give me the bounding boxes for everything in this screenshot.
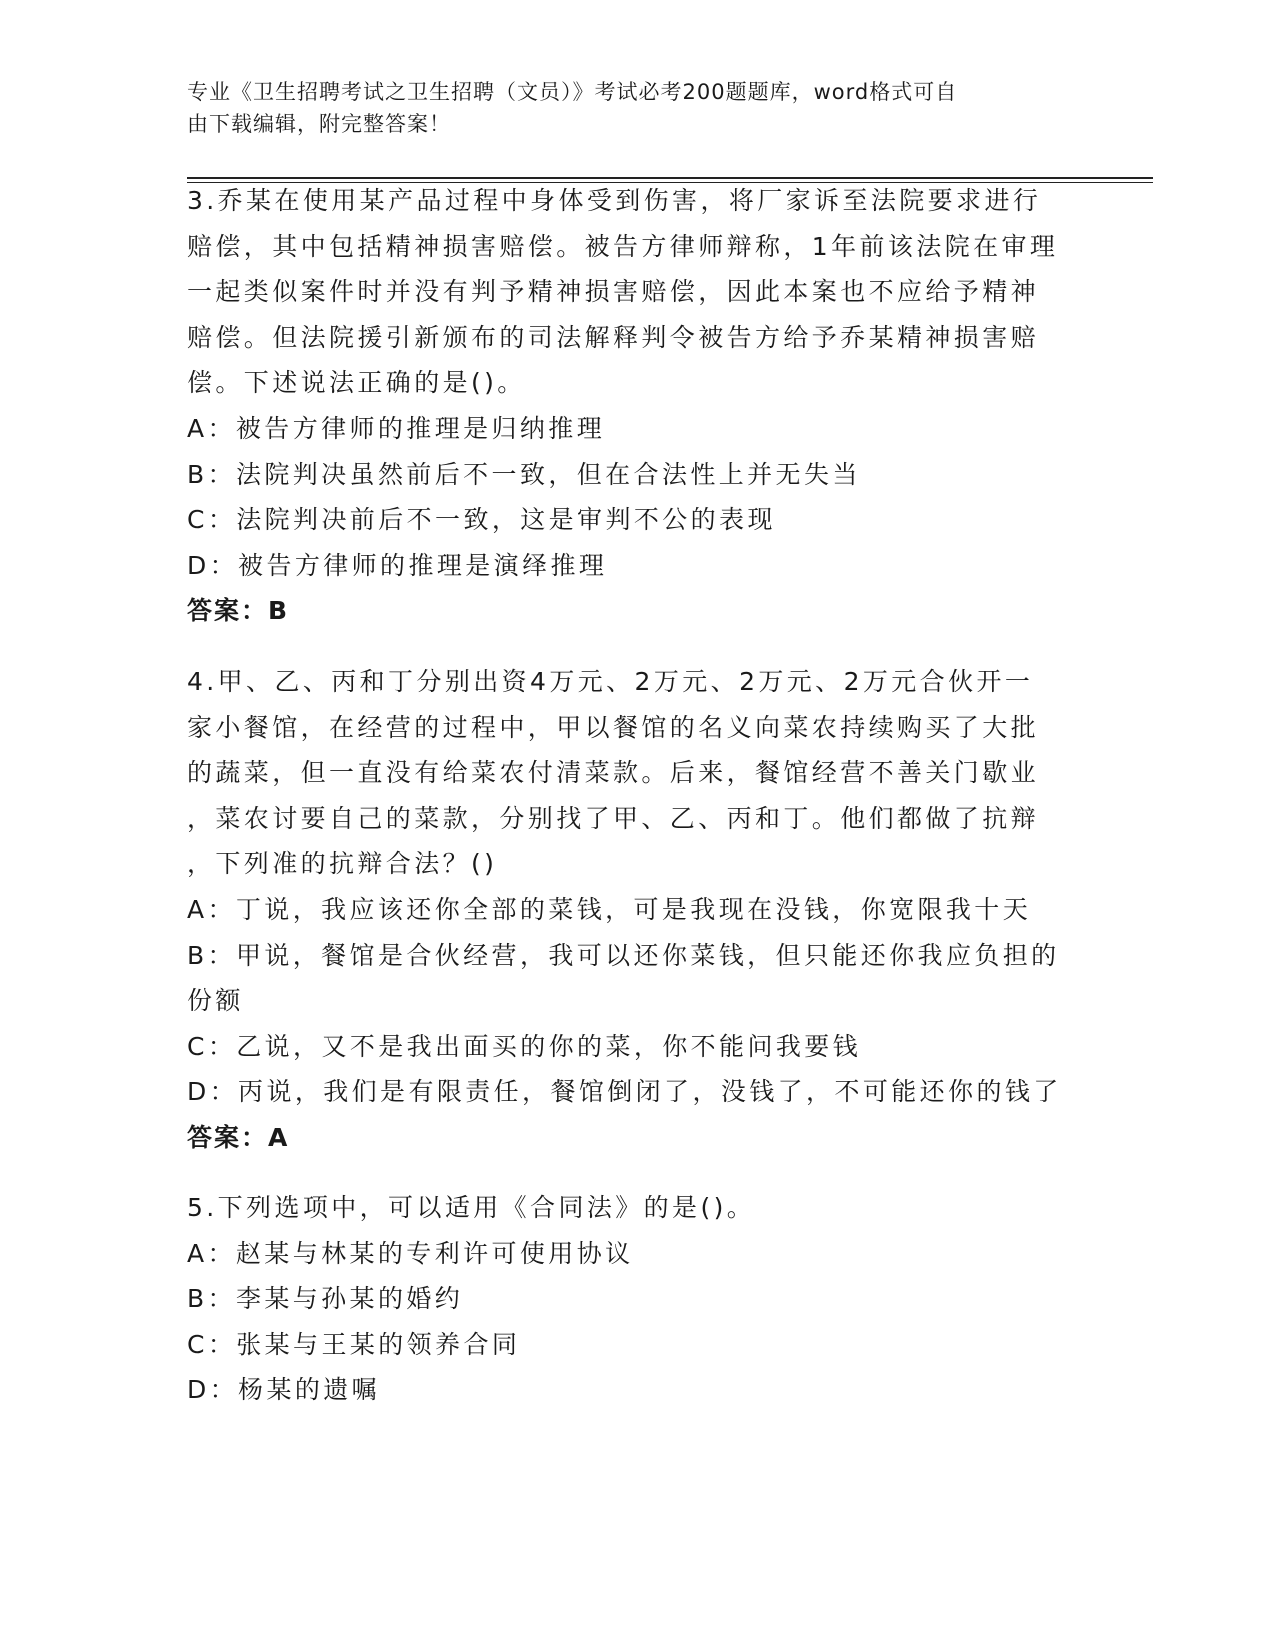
question-text-line: 3.乔某在使用某产品过程中身体受到伤害，将厂家诉至法院要求进行 bbox=[187, 186, 1042, 215]
question-3 bbox=[187, 178, 1087, 634]
answer-label: 答案：A bbox=[187, 1122, 290, 1152]
question-4 bbox=[187, 659, 1087, 1161]
header-title-line-1: 专业《卫生招聘考试之卫生招聘（文员）》考试必考200题题库，word格式可自 bbox=[187, 80, 958, 104]
option-c: C：乙说，又不是我出面买的你的菜，你不能问我要钱 bbox=[187, 1031, 862, 1061]
document-header bbox=[187, 76, 1077, 140]
option-c: C：张某与王某的领养合同 bbox=[187, 1329, 521, 1359]
question-text-line: 赔偿。但法院援引新颁布的司法解释判令被告方给予乔某精神损害赔 bbox=[187, 322, 1040, 352]
question-text-line: 的蔬菜，但一直没有给菜农付清菜款。后来，餐馆经营不善关门歇业 bbox=[187, 758, 1040, 788]
question-text-line: 赔偿，其中包括精神损害赔偿。被告方律师辩称，1年前该法院在审理 bbox=[187, 231, 1059, 261]
option-c: C：法院判决前后不一致，这是审判不公的表现 bbox=[187, 505, 776, 535]
header-title-line-2: 由下载编辑，附完整答案！ bbox=[187, 112, 451, 136]
option-a: A：被告方律师的推理是归纳推理 bbox=[187, 413, 606, 443]
option-b-continued: 份额 bbox=[187, 986, 244, 1016]
question-text-line: 偿。下述说法正确的是()。 bbox=[187, 368, 526, 398]
option-b: B：法院判决虽然前后不一致，但在合法性上并无失当 bbox=[187, 459, 861, 489]
question-text-line: 家小餐馆，在经营的过程中，甲以餐馆的名义向菜农持续购买了大批 bbox=[187, 712, 1040, 742]
question-text-line: 5.下列选项中，可以适用《合同法》的是()。 bbox=[187, 1193, 756, 1222]
question-text-line: ，菜农讨要自己的菜款，分别找了甲、乙、丙和丁。他们都做了抗辩 bbox=[187, 803, 1040, 833]
question-text-line: 4.甲、乙、丙和丁分别出资4万元、2万元、2万元、2万元合伙开一 bbox=[187, 667, 1034, 696]
question-text-line: ，下列准的抗辩合法？() bbox=[187, 849, 498, 879]
option-b: B：李某与孙某的婚约 bbox=[187, 1284, 464, 1314]
option-d: D：丙说，我们是有限责任，餐馆倒闭了，没钱了，不可能还你的钱了 bbox=[187, 1077, 1062, 1107]
question-text-line: 一起类似案件时并没有判予精神损害赔偿，因此本案也不应给予精神 bbox=[187, 277, 1040, 307]
question-5 bbox=[187, 1185, 1087, 1413]
option-d: D：被告方律师的推理是演绎推理 bbox=[187, 550, 608, 580]
option-b: B：甲说，餐馆是合伙经营，我可以还你菜钱，但只能还你我应负担的 bbox=[187, 940, 1060, 970]
option-d: D：杨某的遗嘱 bbox=[187, 1375, 381, 1405]
option-a: A：丁说，我应该还你全部的菜钱，可是我现在没钱，你宽限我十天 bbox=[187, 894, 1032, 924]
answer-label: 答案：B bbox=[187, 596, 290, 626]
option-a: A：赵某与林某的专利许可使用协议 bbox=[187, 1238, 634, 1268]
